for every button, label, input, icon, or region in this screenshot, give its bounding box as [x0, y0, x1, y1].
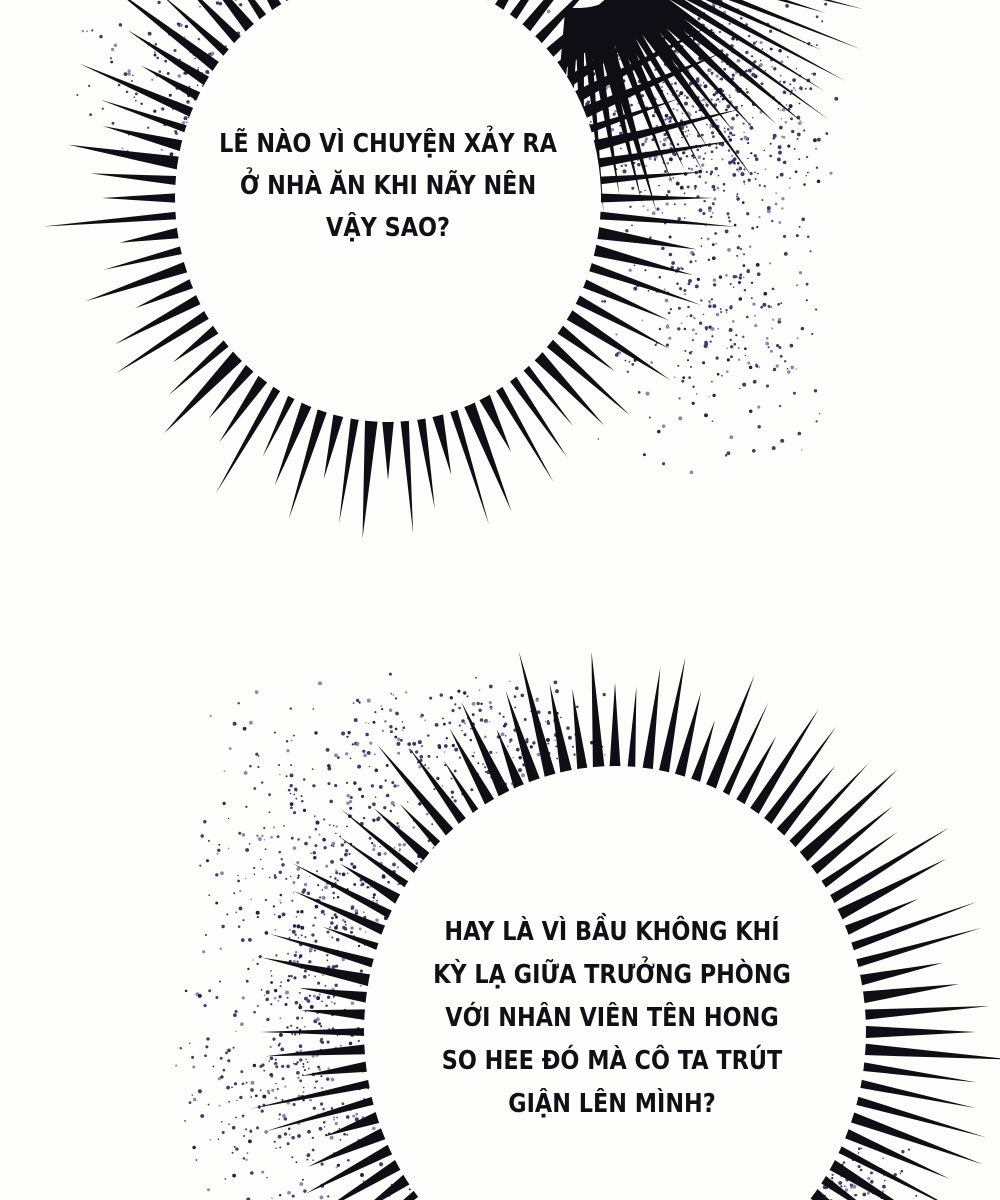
bubble-2-line-2: KỲ LẠ GIỮA TRƯỞNG PHÒNG: [433, 960, 791, 990]
bubble-2-line-1: HAY LÀ VÌ BẦU KHÔNG KHÍ: [444, 917, 780, 947]
bubble-2-line-5: GIẬN LÊN MÌNH?: [508, 1089, 716, 1119]
bubble-1-line-3: VẬY SAO?: [326, 213, 450, 243]
bubble-2-line-4: SO HEE ĐÓ MÀ CÔ TA TRÚT: [441, 1046, 783, 1076]
burst-thought-bubble-2-text: [406, 911, 819, 1126]
burst-thought-bubble-1-text: [199, 123, 577, 249]
bubble-1-line-1: LẼ NÀO VÌ CHUYỆN XẢY RA: [219, 129, 557, 159]
bubble-2-line-3: VỚI NHÂN VIÊN TÊN HONG: [445, 1003, 779, 1033]
bubble-1-line-2: Ở NHÀ ĂN KHI NÃY NÊN: [239, 171, 537, 201]
